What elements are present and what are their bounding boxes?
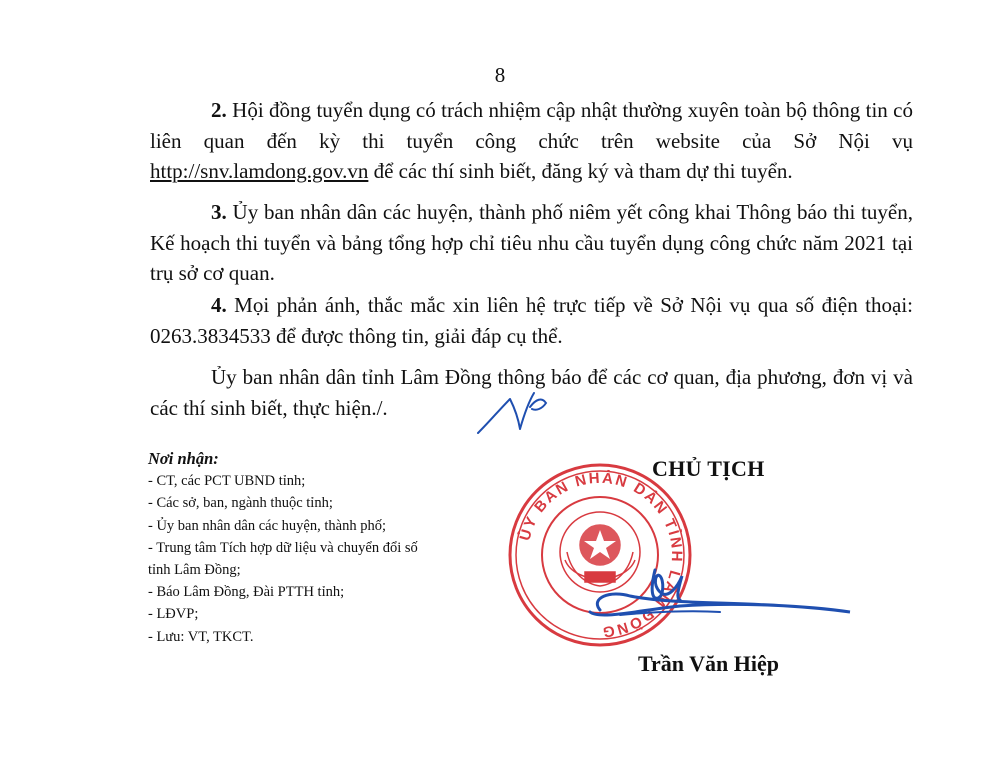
recipient-item: - Ủy ban nhân dân các huyện, thành phố; <box>148 517 386 534</box>
recipients-heading: Nơi nhận: <box>148 449 219 468</box>
paragraph-3-text: Ủy ban nhân dân các huyện, thành phố niêm yết công khai Thông báo thi tuyển, Kế hoạch thi tuyển và bảng tổng hợp chỉ tiêu nhu cầu tuyển dụng công chức năm 2021 tại trụ sở cơ quan. <box>150 200 913 285</box>
paragraph-4-text: Mọi phản ánh, thắc mắc xin liên hệ trực tiếp về Sở Nội vụ qua số điện thoại: 0263.3834533 để được thông tin, giải đáp cụ thể. <box>150 293 913 348</box>
paragraph-3-number: 3. <box>211 200 227 224</box>
recipient-item: tỉnh Lâm Đồng; <box>148 562 241 579</box>
recipient-item: - CT, các PCT UBND tỉnh; <box>148 473 306 490</box>
recipient-item: - Báo Lâm Đồng, Đài PTTH tỉnh; <box>148 584 345 601</box>
signer-name: Trần Văn Hiệp <box>638 651 779 676</box>
recipient-item: - LĐVP; <box>148 606 199 623</box>
seal-ring-text: ỦY BAN NHÂN DÂN TỈNH LÂM ĐỒNG <box>516 469 686 641</box>
paragraph-2-number: 2. <box>211 98 227 122</box>
recipient-item: - Các sở, ban, ngành thuộc tỉnh; <box>148 495 333 512</box>
paragraph-4-number: 4. <box>211 293 227 317</box>
handwritten-signature <box>560 540 870 640</box>
paragraph-3 <box>150 197 913 289</box>
paragraph-2 <box>150 95 913 187</box>
closing-paragraph-text: Ủy ban nhân dân tỉnh Lâm Đồng thông báo để các cơ quan, địa phương, đơn vị và các thí sinh biết, thực hiện./. <box>150 365 913 420</box>
recipients-block <box>148 448 488 648</box>
recipient-item: - Lưu: VT, TKCT. <box>148 628 254 645</box>
initials-mark <box>470 385 560 440</box>
paragraph-2-text-a: Hội đồng tuyển dụng có trách nhiệm cập nhật thường xuyên toàn bộ thông tin có liên quan đến kỳ thi tuyển công chức trên website của Sở Nội vụ <box>150 98 913 153</box>
recipient-item: - Trung tâm Tích hợp dữ liệu và chuyển đổi số <box>148 539 418 556</box>
paragraph-2-text-b: để các thí sinh biết, đăng ký và tham dự thi tuyển. <box>368 159 793 183</box>
website-link[interactable]: http://snv.lamdong.gov.vn <box>150 159 369 183</box>
page-number: 8 <box>494 63 506 87</box>
paragraph-4 <box>150 290 913 351</box>
signer-title: CHỦ TỊCH <box>652 456 765 481</box>
